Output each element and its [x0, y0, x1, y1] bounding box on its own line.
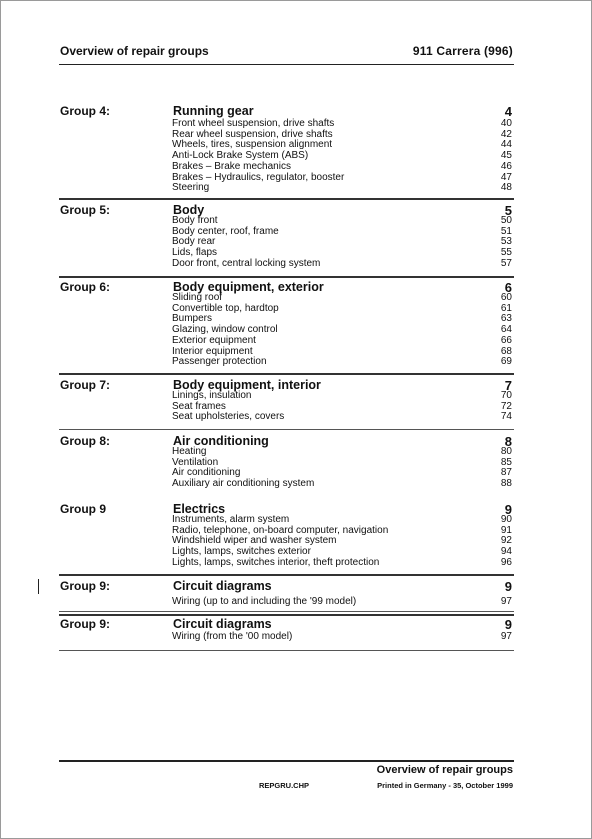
group-number: 4 [504, 104, 512, 119]
item-text: Rear wheel suspension, drive shafts [172, 128, 333, 140]
item-page-number: 72 [500, 400, 512, 412]
item-page-number: 46 [500, 160, 512, 172]
group-number: 9 [504, 617, 512, 632]
item-text: Bumpers [172, 313, 213, 325]
footer-title: Overview of repair groups [376, 764, 513, 776]
group-label: Group 8: [60, 434, 110, 448]
item-page-number: 94 [500, 546, 512, 558]
group-item [172, 237, 514, 248]
item-text: Wiring (up to and including the '99 model) [172, 596, 357, 607]
item-page-number: 97 [500, 596, 512, 607]
item-page-number: 90 [500, 514, 512, 525]
group-item [172, 227, 514, 238]
item-text: Windshield wiper and washer system [172, 535, 337, 547]
header-rule [59, 64, 514, 65]
group-number: 9 [504, 502, 512, 517]
group-separator [59, 373, 514, 375]
item-page-number: 42 [500, 128, 512, 140]
item-text: Front wheel suspension, drive shafts [172, 118, 335, 129]
group-number: 6 [504, 280, 512, 295]
group-item [172, 558, 514, 569]
item-text: Anti-Lock Brake System (ABS) [172, 150, 309, 162]
group-separator [59, 198, 514, 200]
item-text: Steering [172, 182, 210, 194]
group-item [172, 173, 514, 184]
item-text: Convertible top, hardtop [172, 302, 279, 314]
footer-file-name: REPGRU.CHP [259, 781, 310, 790]
item-text: Auxiliary air conditioning system [172, 478, 315, 490]
item-page-number: 74 [500, 411, 512, 423]
item-page-number: 51 [500, 225, 512, 237]
item-page-number: 40 [500, 118, 512, 129]
item-text: Seat frames [172, 400, 226, 412]
group-item [172, 304, 514, 315]
item-page-number: 69 [500, 356, 512, 368]
item-page-number: 80 [500, 446, 512, 457]
item-text: Passenger protection [172, 356, 267, 368]
group-separator [59, 276, 514, 278]
item-page-number: 55 [500, 247, 512, 259]
item-text: Sliding roof [172, 292, 223, 303]
item-text: Brakes – Hydraulics, regulator, booster [172, 171, 345, 183]
item-page-number: 92 [500, 535, 512, 547]
group-label: Group 4: [60, 104, 110, 118]
group-separator [59, 429, 514, 430]
item-page-number: 47 [500, 171, 512, 183]
item-text: Wheels, tires, suspension alignment [172, 139, 333, 151]
item-text: Radio, telephone, on-board computer, navigation [172, 524, 389, 536]
group-separator [59, 650, 514, 651]
item-text: Brakes – Brake mechanics [172, 160, 291, 172]
group-number: 9 [504, 579, 512, 594]
group-number: 8 [504, 434, 512, 449]
item-page-number: 44 [500, 139, 512, 151]
group-item [172, 479, 514, 490]
footer-print-info: Printed in Germany - 35, October 1999 [377, 781, 513, 790]
group-title: Body equipment, exterior [173, 280, 324, 294]
group-title: Electrics [173, 502, 226, 516]
item-text: Lights, lamps, switches exterior [172, 546, 311, 558]
item-page-number: 53 [500, 236, 512, 248]
item-text: Exterior equipment [172, 334, 256, 346]
item-page-number: 68 [500, 345, 512, 357]
item-text: Ventilation [172, 456, 219, 468]
item-text: Door front, central locking system [172, 257, 321, 269]
group-title: Body [173, 203, 205, 217]
group-item [172, 259, 514, 270]
item-page-number: 48 [500, 182, 512, 194]
group-separator [59, 614, 514, 616]
item-page-number: 85 [500, 456, 512, 468]
group-title: Air conditioning [173, 434, 269, 448]
item-page-number: 57 [500, 257, 512, 269]
item-text: Seat upholsteries, covers [172, 411, 285, 423]
group-separator [59, 611, 514, 612]
group-label: Group 9 [60, 502, 107, 516]
item-page-number: 88 [500, 478, 512, 490]
item-page-number: 64 [500, 324, 512, 336]
group-label: Group 9: [60, 617, 110, 631]
group-number: 5 [504, 203, 512, 218]
item-text: Lids, flaps [172, 247, 218, 259]
item-page-number: 87 [500, 467, 512, 479]
group-title: Body equipment, interior [173, 378, 321, 392]
item-page-number: 66 [500, 334, 512, 346]
group-title: Circuit diagrams [173, 617, 272, 631]
group-title: Running gear [173, 104, 254, 118]
item-text: Glazing, window control [172, 324, 278, 336]
group-item [172, 357, 514, 368]
group-separator [59, 574, 514, 576]
group-item [172, 632, 514, 643]
item-page-number: 50 [500, 215, 512, 226]
item-text: Body front [172, 215, 218, 226]
group-number: 7 [504, 378, 512, 393]
item-text: Instruments, alarm system [172, 514, 290, 525]
group-label: Group 9: [60, 579, 110, 593]
group-item [172, 597, 514, 608]
item-text: Wiring (from the '00 model) [172, 631, 293, 642]
item-page-number: 70 [500, 390, 512, 401]
group-label: Group 7: [60, 378, 110, 392]
item-text: Linings, insulation [172, 390, 252, 401]
margin-change-mark [38, 579, 39, 594]
group-title: Circuit diagrams [173, 579, 272, 593]
group-label: Group 5: [60, 203, 110, 217]
item-text: Body center, roof, frame [172, 225, 279, 237]
item-page-number: 60 [500, 292, 512, 303]
header-model: 911 Carrera (996) [412, 44, 513, 58]
item-page-number: 61 [500, 302, 512, 314]
item-text: Interior equipment [172, 345, 253, 357]
item-page-number: 45 [500, 150, 512, 162]
group-label: Group 6: [60, 280, 110, 294]
header-title: Overview of repair groups [60, 44, 209, 58]
item-text: Heating [172, 446, 207, 457]
item-text: Air conditioning [172, 467, 241, 479]
group-item [172, 412, 514, 423]
footer-rule [59, 760, 514, 762]
item-page-number: 96 [500, 556, 512, 568]
item-text: Lights, lamps, switches interior, theft protection [172, 556, 380, 568]
item-page-number: 63 [500, 313, 512, 325]
item-text: Body rear [172, 236, 216, 248]
item-page-number: 91 [500, 524, 512, 536]
group-item [172, 447, 514, 458]
group-item [172, 183, 514, 194]
item-page-number: 97 [500, 631, 512, 642]
